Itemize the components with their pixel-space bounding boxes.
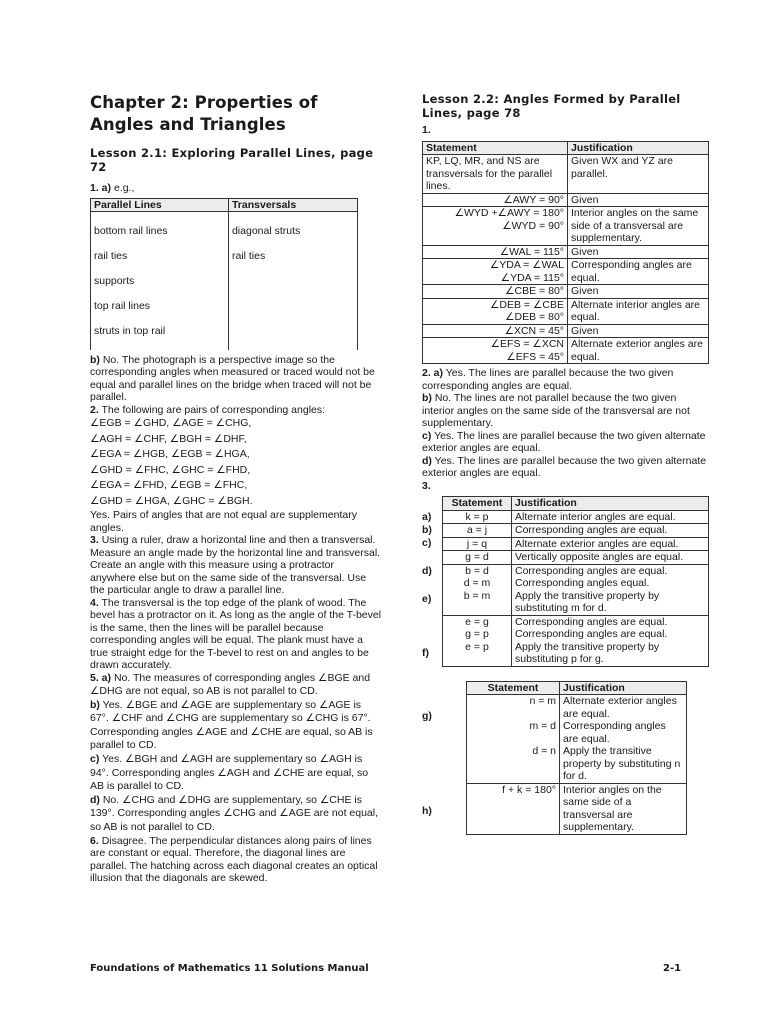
statement-cell: e = g g = p e = p xyxy=(443,615,512,666)
statement-cell: n = m m = d d = n xyxy=(467,695,560,784)
r-q2c-number: c) xyxy=(422,429,432,442)
q5d xyxy=(90,794,382,835)
table2-header-statement: Statement xyxy=(423,141,568,155)
table-row xyxy=(467,783,687,834)
row-label: d) xyxy=(422,565,432,577)
q2-pairs xyxy=(90,416,382,509)
q3 xyxy=(90,534,382,597)
row-label: g) xyxy=(422,709,432,722)
table1-cell: rail ties xyxy=(231,249,266,262)
table1-cell: supports xyxy=(94,274,135,287)
table-row xyxy=(423,298,709,324)
row-label: e) xyxy=(422,593,432,605)
row-label: h) xyxy=(422,804,432,817)
statement-cell: ∠XCN = 45° xyxy=(423,324,568,338)
r-q2b xyxy=(422,392,709,430)
right-column xyxy=(422,92,709,835)
q5c xyxy=(90,753,382,794)
table3-header-justification: Justification xyxy=(512,497,709,511)
table3-header-statement: Statement xyxy=(443,497,512,511)
angle-pair-line: ∠EGA = ∠HGB, ∠EGB = ∠HGA, xyxy=(90,448,250,460)
table4-header-statement: Statement xyxy=(467,681,560,695)
q5b xyxy=(90,699,382,753)
table-row xyxy=(423,324,709,338)
proof-table-q3-cont xyxy=(466,681,687,835)
q1b xyxy=(90,354,382,404)
table-row xyxy=(443,537,709,551)
r-q3-number: 3. xyxy=(422,479,431,492)
justification-cell: Corresponding angles are equal. xyxy=(568,259,709,285)
statement-cell: ∠DEB = ∠CBE ∠DEB = 80° xyxy=(423,298,568,324)
statement-cell: b = d d = m b = m xyxy=(443,564,512,615)
justification-cell: Alternate interior angles are equal. xyxy=(568,298,709,324)
table-row xyxy=(443,524,709,538)
q2-number: 2. xyxy=(90,403,99,416)
lesson-2-1-title: Lesson 2.1: Exploring Parallel Lines, page 72 xyxy=(90,146,374,174)
q4 xyxy=(90,597,382,672)
table1-col-transversals xyxy=(228,212,357,350)
lesson-2-2-title: Lesson 2.2: Angles Formed by Parallel Lines, page 78 xyxy=(422,92,681,120)
footer-page-number: 2-1 xyxy=(663,963,682,974)
r-q2a xyxy=(422,367,709,392)
angle-pair-line: ∠GHD = ∠HGA, ∠GHC = ∠BGH. xyxy=(90,494,253,507)
table-row xyxy=(423,155,709,194)
table-row xyxy=(423,207,709,246)
q1a-text: e.g., xyxy=(113,182,135,194)
justification-cell: Alternate interior angles are equal. xyxy=(512,510,709,524)
q4-number: 4. xyxy=(90,596,99,609)
table1-header-transversals: Transversals xyxy=(228,198,357,212)
q2-text: The following are pairs of corresponding angles: xyxy=(101,403,326,416)
r-q2c-text: Yes. The lines are parallel because the two given alternate exterior angles are equal. xyxy=(422,429,706,454)
q5b-text: Yes. ∠BGE and ∠AGE are supplementary so ∠AGE is 67°. ∠CHF and ∠CHG are supplementary so ∠CHG is 67°. Corresponding angles ∠AGE and ∠CHE are equal, so AB is parallel to CD. xyxy=(90,698,373,752)
table-row xyxy=(423,338,709,364)
table-row xyxy=(423,245,709,259)
q5a xyxy=(90,672,382,699)
q4-text: The transversal is the top edge of the plank of wood. The bevel has a protractor on it. As long as the angle of the T-bevel is the same, then the lines will be parallel because corresponding angles will be equal. The plank must have a true straight edge for the T-bevel to rest on and angles to be drawn accurately. xyxy=(90,596,382,671)
angle-pair-line: ∠EGB = ∠GHD, ∠AGE = ∠CHG, xyxy=(90,417,252,429)
justification-cell: Given xyxy=(568,324,709,338)
justification-cell: Corresponding angles are equal. Corresponding angles equal. Apply the transitive property by substituting m for d. xyxy=(512,564,709,615)
q5a-text: No. The measures of corresponding angles ∠BGE and ∠DHG are not equal, so AB is not parallel to CD. xyxy=(90,671,371,698)
statement-cell: f + k = 180° xyxy=(467,783,560,834)
statement-cell: j = q xyxy=(443,537,512,551)
table-row xyxy=(423,285,709,299)
table1-cell: top rail lines xyxy=(94,299,151,312)
q1b-text: No. The photograph is a perspective image so the corresponding angles when measured or traced would not be equal and parallel lines on the bridge when traced will not be parallel. xyxy=(90,353,375,403)
r-q1-number: 1. xyxy=(422,124,431,136)
q1a-number: 1. a) xyxy=(90,182,112,194)
justification-cell: Given WX and YZ are parallel. xyxy=(568,155,709,194)
statement-cell: ∠CBE = 80° xyxy=(423,285,568,299)
parallel-lines-table xyxy=(90,198,358,350)
q1b-number: b) xyxy=(90,353,100,366)
row-label: f) xyxy=(422,647,429,659)
justification-cell: Alternate exterior angles are equal. xyxy=(512,537,709,551)
q2-conclusion: Yes. Pairs of angles that are not equal are supplementary angles. xyxy=(90,509,357,534)
angle-pair-line: ∠AGH = ∠CHF, ∠BGH = ∠DHF, xyxy=(90,432,247,445)
r-q2b-text: No. The lines are not parallel because the two given interior angles on the same side of the transversal are not supplementary. xyxy=(422,392,690,429)
table-row xyxy=(443,564,709,615)
table-row xyxy=(443,551,709,565)
left-column xyxy=(90,92,382,885)
row-label: c) xyxy=(422,537,432,549)
table1-cell: struts in top rail xyxy=(94,324,166,337)
table-row xyxy=(423,259,709,285)
proof-table-q3-wrap xyxy=(422,496,709,667)
table1-header-parallel: Parallel Lines xyxy=(91,198,229,212)
q2 xyxy=(90,404,382,417)
q3-number: 3. xyxy=(90,534,99,546)
table2-header-justification: Justification xyxy=(568,141,709,155)
justification-cell: Alternate exterior angles are equal. xyxy=(568,338,709,364)
q5d-number: d) xyxy=(90,793,100,806)
table1-col-parallel xyxy=(91,212,229,350)
statement-cell: k = p xyxy=(443,510,512,524)
statement-cell: ∠EFS = ∠XCN ∠EFS = 45° xyxy=(423,338,568,364)
row-label: a) xyxy=(422,511,432,523)
r-q2c xyxy=(422,430,709,455)
table1-cell: bottom rail lines xyxy=(94,224,168,237)
statement-cell: KP, LQ, MR, and NS are transversals for the parallel lines. xyxy=(423,155,568,194)
q5c-number: c) xyxy=(90,753,100,766)
justification-cell: Corresponding angles are equal. Corresponding angles are equal. Apply the transitive property by substituting p for g. xyxy=(512,615,709,666)
footer-title: Foundations of Mathematics 11 Solutions Manual xyxy=(90,963,369,974)
chapter-title: Chapter 2: Properties of Angles and Triangles xyxy=(90,93,318,134)
table-row xyxy=(443,615,709,666)
table-row xyxy=(467,695,687,784)
table1-cell: rail ties xyxy=(94,249,128,262)
q6-number: 6. xyxy=(90,834,99,847)
proof-table-q1 xyxy=(422,141,709,365)
r-q2d-text: Yes. The lines are parallel because the two given alternate exterior angles are equal. xyxy=(422,454,707,479)
statement-cell: ∠YDA = ∠WAL ∠YDA = 115° xyxy=(423,259,568,285)
q5d-text: No. ∠CHG and ∠DHG are supplementary, so ∠CHE is 139°. Corresponding angles ∠CHG and ∠AGE are not equal, so AB is not parallel to CD. xyxy=(90,793,379,834)
table-row xyxy=(443,510,709,524)
r-q2d-number: d) xyxy=(422,454,432,467)
justification-cell: Vertically opposite angles are equal. xyxy=(512,551,709,565)
table-row xyxy=(423,193,709,207)
justification-cell: Given xyxy=(568,245,709,259)
justification-cell: Given xyxy=(568,193,709,207)
justification-cell: Given xyxy=(568,285,709,299)
r-q2a-number: 2. a) xyxy=(422,367,444,379)
q5c-text: Yes. ∠BGH and ∠AGH are supplementary so ∠AGH is 94°. Corresponding angles ∠AGH and ∠CHE are equal, so AB is parallel to CD. xyxy=(90,753,369,793)
justification-cell: Alternate exterior angles are equal. Corresponding angles are equal. Apply the transitive property by substituting n for d. xyxy=(560,695,687,784)
statement-cell: g = d xyxy=(443,551,512,565)
angle-pair-line: ∠EGA = ∠FHD, ∠EGB = ∠FHC, xyxy=(90,479,248,491)
proof-table-q3-cont-wrap xyxy=(422,681,709,835)
statement-cell: a = j xyxy=(443,524,512,538)
q5b-number: b) xyxy=(90,698,100,711)
justification-cell: Interior angles on the same side of a transversal are supplementary. xyxy=(568,207,709,246)
q6 xyxy=(90,835,382,885)
r-q2d xyxy=(422,455,709,480)
q6-text: Disagree. The perpendicular distances along pairs of lines are constant or equal. Therefore, the diagonal lines are parallel. The hatching across each diagonal creates an optical illusion that the diagonals are skewed. xyxy=(90,834,378,885)
proof-table-q3 xyxy=(442,496,709,667)
statement-cell: ∠WAL = 115° xyxy=(423,245,568,259)
justification-cell: Interior angles on the same side of a transversal are supplementary. xyxy=(560,783,687,834)
row-label: b) xyxy=(422,524,432,536)
r-q2a-text: Yes. The lines are parallel because the two given corresponding angles are equal. xyxy=(422,367,674,392)
statement-cell: ∠WYD +∠AWY = 180° ∠WYD = 90° xyxy=(423,207,568,246)
r-q2b-number: b) xyxy=(422,392,432,404)
q5a-number: 5. a) xyxy=(90,671,112,684)
table1-cell: diagonal struts xyxy=(231,224,301,237)
angle-pair-line: ∠GHD = ∠FHC, ∠GHC = ∠FHD, xyxy=(90,463,251,476)
q3-text: Using a ruler, draw a horizontal line and then a transversal. Measure an angle made by the horizontal line and transversal. Create an angle with this measure using a protractor anywhere else but on the same side of the transversal. Use the particular angle to draw a parallel line. xyxy=(90,534,381,596)
statement-cell: ∠AWY = 90° xyxy=(423,193,568,207)
q1a xyxy=(90,182,382,195)
justification-cell: Corresponding angles are equal. xyxy=(512,524,709,538)
table4-header-justification: Justification xyxy=(560,681,687,695)
